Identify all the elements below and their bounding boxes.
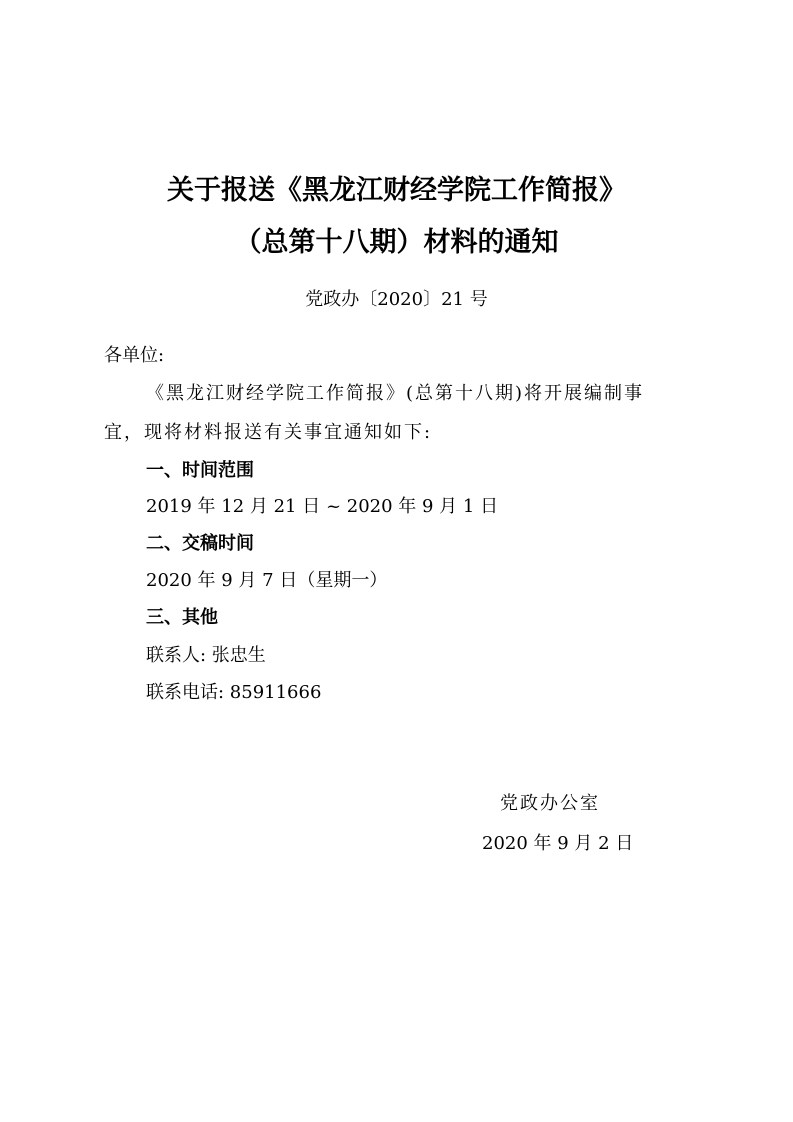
section-heading-other: 三、其他 [146, 607, 218, 628]
document-number: 党政办〔2020〕21 号 [305, 289, 488, 310]
section-heading-time-range: 一、时间范围 [146, 460, 254, 481]
contact-person: 联系人: 张忠生 [146, 645, 266, 666]
salutation: 各单位: [104, 345, 165, 366]
signature-date: 2020 年 9 月 2 日 [482, 833, 634, 854]
document-title-line-1: 关于报送《黑龙江财经学院工作简报》 [167, 175, 626, 206]
section-content-submission-time: 2020 年 9 月 7 日（星期一） [146, 570, 388, 591]
intro-line-1: 《黑龙江财经学院工作简报》(总第十八期)将开展编制事 [146, 383, 645, 404]
intro-line-2: 宜，现将材料报送有关事宜通知如下: [104, 422, 433, 443]
document-title-line-2: （总第十八期）材料的通知 [234, 227, 559, 258]
signature-office: 党政办公室 [500, 793, 600, 814]
section-heading-submission-time: 二、交稿时间 [146, 533, 254, 554]
contact-phone: 联系电话: 85911666 [146, 682, 322, 703]
section-content-time-range: 2019 年 12 月 21 日 ~ 2020 年 9 月 1 日 [146, 496, 499, 517]
